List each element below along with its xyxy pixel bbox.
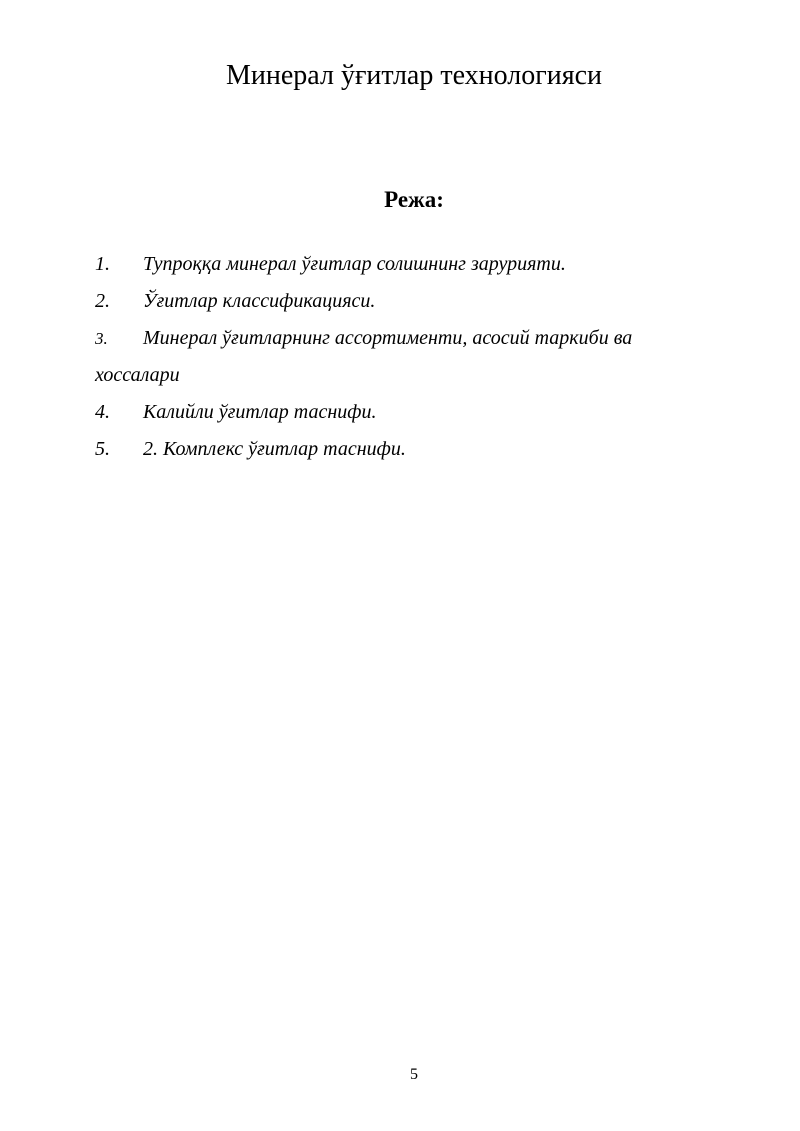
plan-item-5 [95, 431, 715, 468]
plan-item-3-continuation [95, 357, 715, 394]
plan-item-text: Калийли ўғитлар таснифи. [143, 401, 377, 423]
plan-heading: Режа: [384, 187, 444, 212]
plan-item-text-continuation: хоссалари [95, 364, 180, 386]
plan-item-number: 2. [95, 290, 110, 312]
plan-item-text: Ўғитлар классификацияси. [143, 290, 376, 312]
document-title: Минерал ўғитлар технологияси [226, 60, 602, 91]
plan-item-text: Минерал ўғитларнинг ассортименти, асосий таркиби ва [143, 327, 633, 349]
plan-list [95, 246, 715, 468]
plan-item-number: 1. [95, 253, 110, 275]
plan-item-4 [95, 394, 715, 431]
plan-item-number: 3. [95, 329, 108, 348]
plan-item-2 [95, 283, 715, 320]
plan-item-3 [95, 320, 715, 357]
plan-item-text: Тупроққа минерал ўғитлар солишнинг зарурияти. [143, 253, 566, 275]
plan-item-number: 5. [95, 438, 110, 460]
plan-item-1 [95, 246, 715, 283]
page-number: 5 [410, 1066, 418, 1083]
plan-item-text: 2. Комплекс ўғитлар таснифи. [143, 438, 406, 460]
plan-item-number: 4. [95, 401, 110, 423]
